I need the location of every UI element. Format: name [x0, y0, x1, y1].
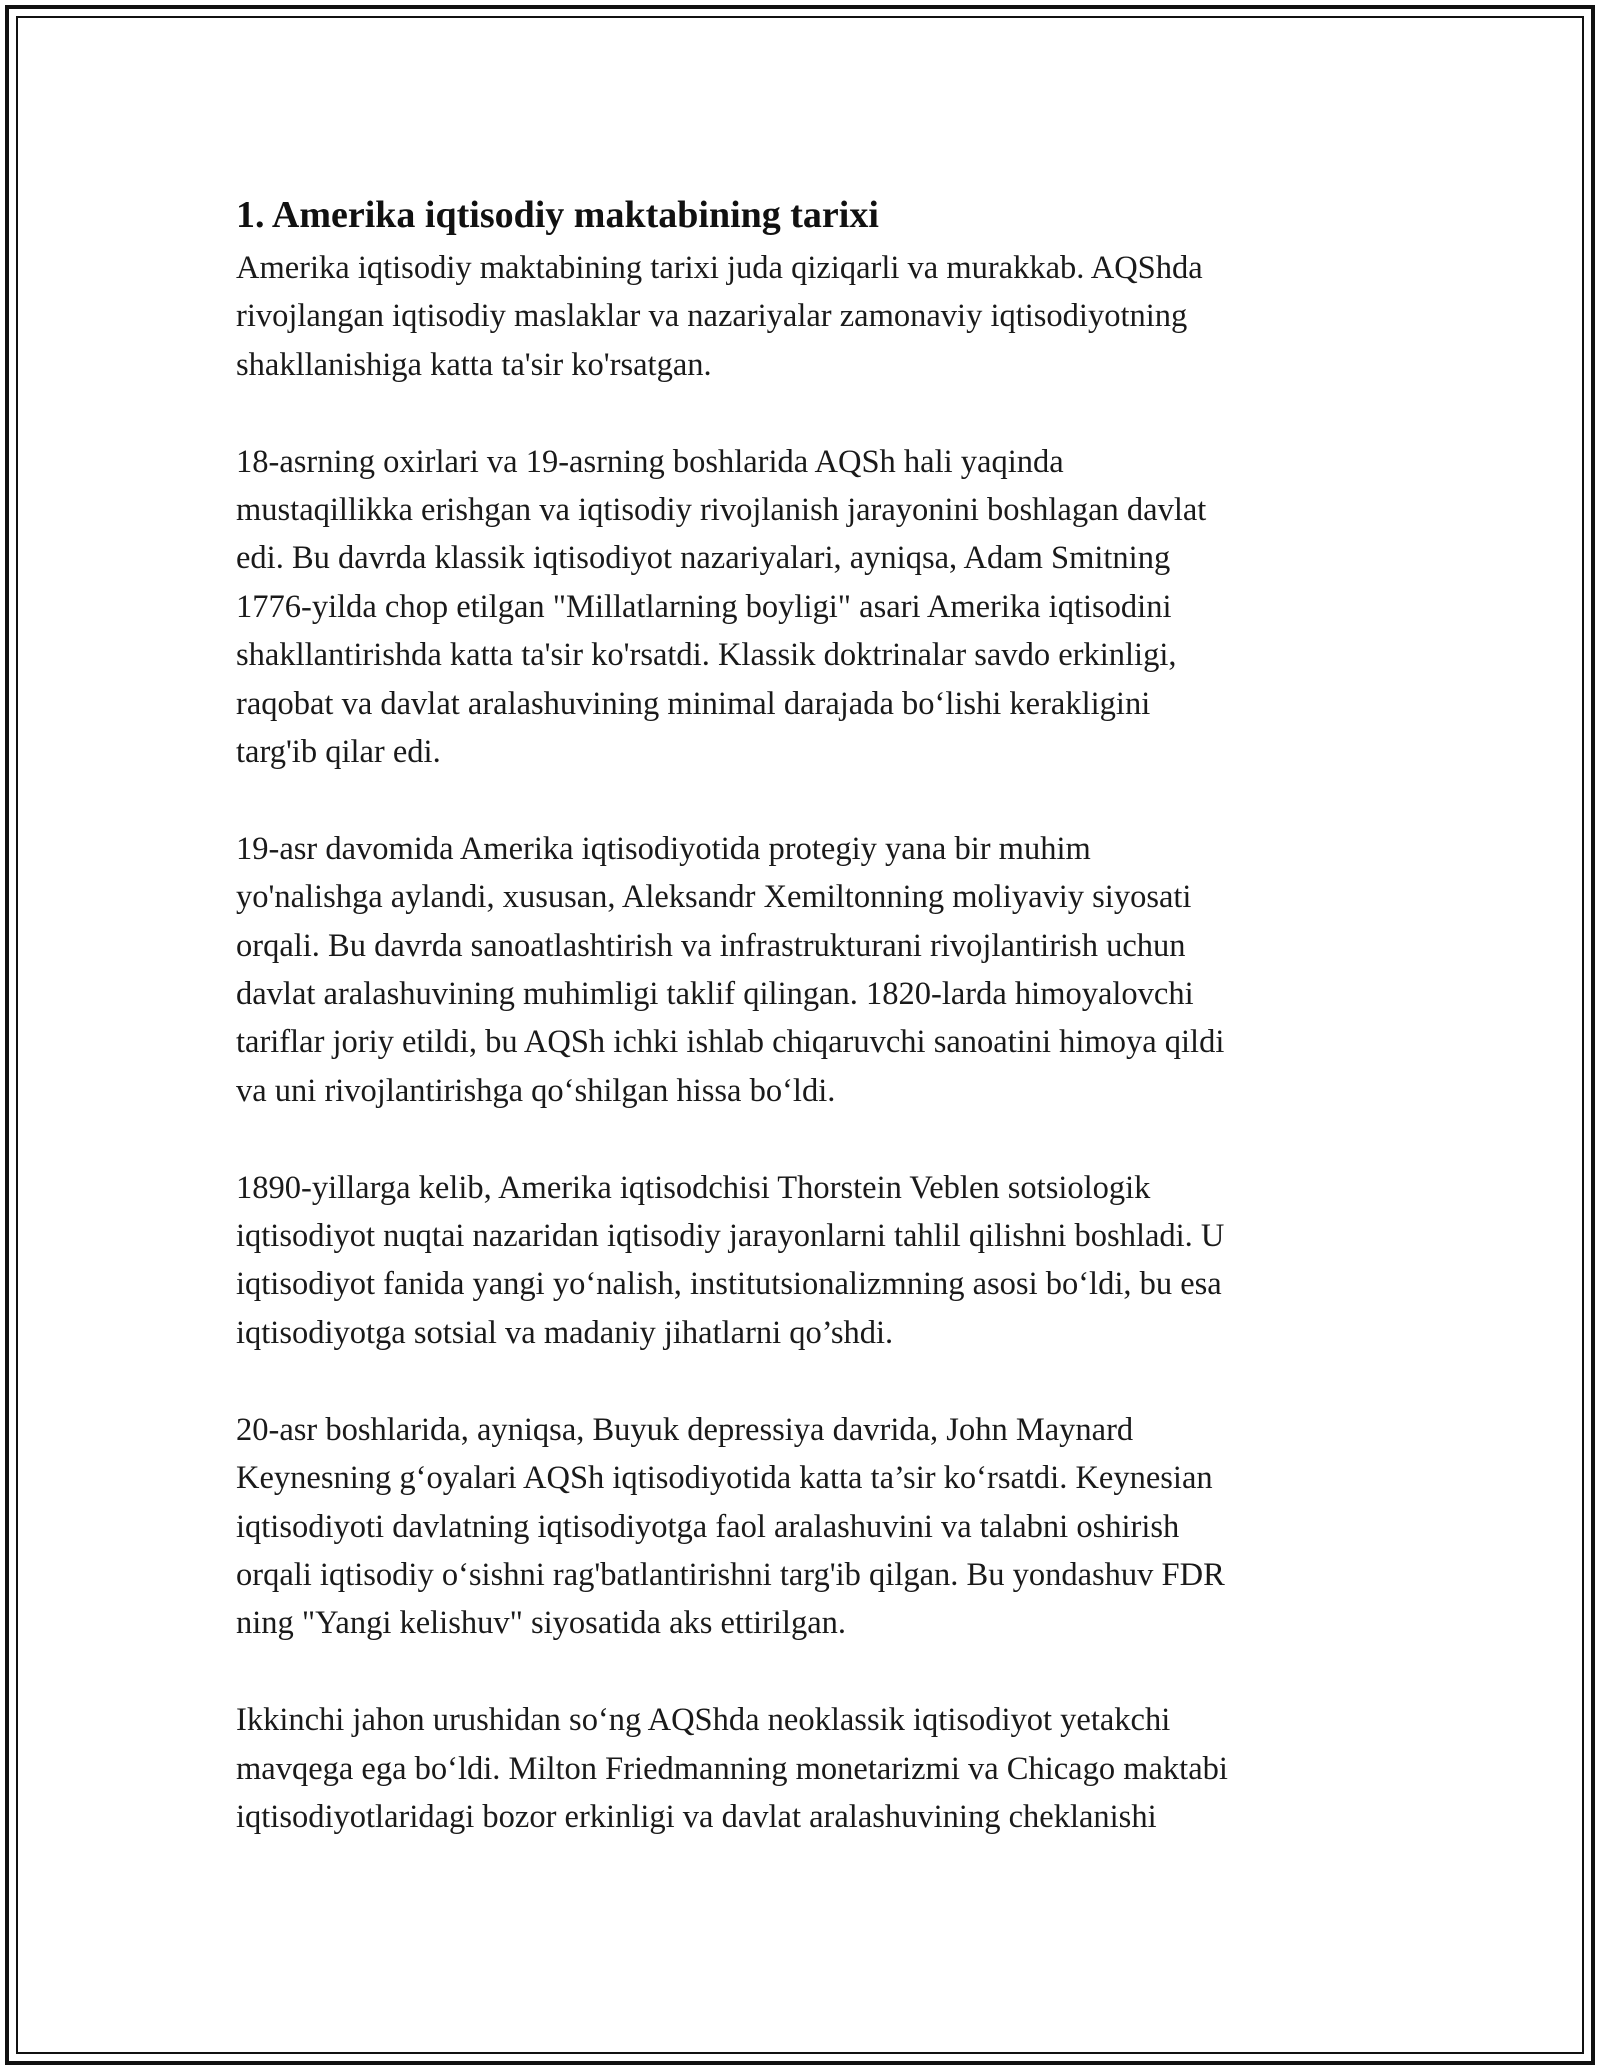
body-paragraph	[236, 825, 1366, 1115]
body-paragraph	[236, 438, 1366, 777]
body-paragraph	[236, 1406, 1366, 1648]
paragraph-list	[236, 244, 1366, 1841]
document-body	[236, 186, 1366, 1841]
paragraph-line: ning "Yangi kelishuv" siyosatida aks ettirilgan.	[236, 1605, 846, 1642]
paragraph-line: iqtisodiyotlaridagi bozor erkinligi va davlat aralashuvining cheklanishi	[236, 1798, 1157, 1835]
paragraph-line: Ikkinchi jahon urushidan so‘ng AQShda neoklassik iqtisodiyot yetakchi	[236, 1702, 1171, 1739]
section-heading: 1. Amerika iqtisodiy maktabining tarixi	[236, 194, 879, 236]
paragraph-line: 20-asr boshlarida, ayniqsa, Buyuk depressiya davrida, John Maynard	[236, 1411, 1134, 1448]
paragraph-line: orqali iqtisodiy o‘sishni rag'batlantirishni targ'ib qilgan. Bu yondashuv FDR	[236, 1556, 1225, 1593]
paragraph-line: Amerika iqtisodiy maktabining tarixi juda qiziqarli va murakkab. AQShda	[236, 250, 1203, 286]
paragraph-line: shakllanishiga katta ta'sir ko'rsatgan.	[236, 346, 712, 383]
body-paragraph	[236, 244, 1366, 389]
paragraph-line: shakllantirishda katta ta'sir ko'rsatdi. Klassik doktrinalar savdo erkinligi,	[236, 637, 1177, 674]
paragraph-line: va uni rivojlantirishga qo‘shilgan hissa bo‘ldi.	[236, 1072, 836, 1109]
paragraph-line: Keynesning g‘oyalari AQSh iqtisodiyotida katta ta’sir ko‘rsatdi. Keynesian	[236, 1460, 1213, 1497]
paragraph-line: mustaqillikka erishgan va iqtisodiy rivojlanish jarayonini boshlagan davlat	[236, 492, 1207, 529]
paragraph-line: yo'nalishga aylandi, xususan, Aleksandr Xemiltonning moliyaviy siyosati	[236, 879, 1192, 916]
paragraph-line: mavqega ega bo‘ldi. Milton Friedmanning monetarizmi va Chicago maktabi	[236, 1750, 1228, 1787]
body-paragraph	[236, 1696, 1366, 1841]
paragraph-line: raqobat va davlat aralashuvining minimal darajada bo‘lishi kerakligini	[236, 685, 1151, 722]
paragraph-line: 19-asr davomida Amerika iqtisodiyotida protegiy yana bir muhim	[236, 830, 1091, 867]
paragraph-line: iqtisodiyot nuqtai nazaridan iqtisodiy jarayonlarni tahlil qilishni boshladi. U	[236, 1218, 1225, 1255]
paragraph-line: 1890-yillarga kelib, Amerika iqtisodchisi Thorstein Veblen sotsiologik	[236, 1169, 1151, 1206]
paragraph-line: tariflar joriy etildi, bu AQSh ichki ishlab chiqaruvchi sanoatini himoya qildi	[236, 1024, 1225, 1061]
paragraph-line: iqtisodiyot fanida yangi yo‘nalish, institutsionalizmning asosi bo‘ldi, bu esa	[236, 1266, 1222, 1303]
paragraph-line: 1776-yilda chop etilgan "Millatlarning boyligi" asari Amerika iqtisodini	[236, 588, 1172, 625]
paragraph-line: targ'ib qilar edi.	[236, 734, 441, 771]
paragraph-line: 18-asrning oxirlari va 19-asrning boshlarida AQSh hali yaqinda	[236, 443, 1064, 480]
paragraph-line: davlat aralashuvining muhimligi taklif qilingan. 1820-larda himoyalovchi	[236, 976, 1194, 1013]
body-paragraph	[236, 1164, 1366, 1358]
paragraph-line: orqali. Bu davrda sanoatlashtirish va infrastrukturani rivojlantirish uchun	[236, 927, 1186, 964]
paragraph-line: edi. Bu davrda klassik iqtisodiyot nazariyalari, ayniqsa, Adam Smitning	[236, 540, 1171, 577]
paragraph-line: iqtisodiyoti davlatning iqtisodiyotga faol aralashuvini va talabni oshirish	[236, 1508, 1180, 1545]
paragraph-line: iqtisodiyotga sotsial va madaniy jihatlarni qo’shdi.	[236, 1314, 894, 1351]
paragraph-line: rivojlangan iqtisodiy maslaklar va nazariyalar zamonaviy iqtisodiyotning	[236, 298, 1188, 335]
